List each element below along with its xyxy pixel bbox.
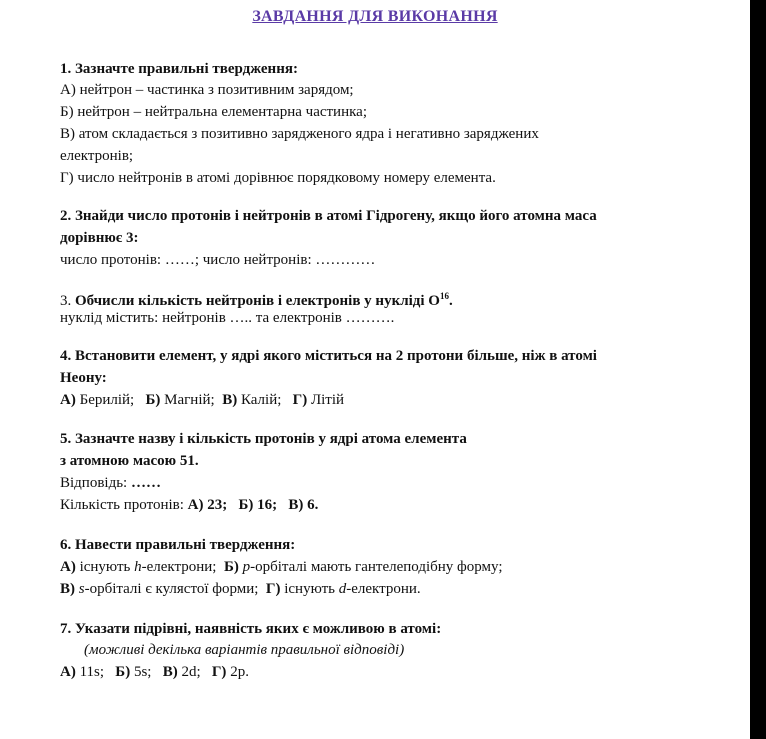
- q6-c-text: -орбіталі є кулястої форми;: [84, 581, 259, 597]
- q2-heading-line2: дорівнює 3:: [60, 230, 139, 246]
- q6-b-letter: Б): [223, 559, 239, 575]
- q4-d-letter: Г): [292, 392, 308, 408]
- q7-d-letter: Г): [211, 664, 227, 680]
- q7-note: (можливі декілька варіантів правильної відповіді): [84, 642, 405, 658]
- q4-b-letter: Б): [145, 392, 161, 408]
- q6-a-letter: А): [60, 559, 76, 575]
- q7-options: [60, 663, 249, 681]
- q6-d-suffix: -електрони.: [346, 581, 421, 597]
- q5-opt-b: Б) 16;: [238, 497, 278, 513]
- q5-heading-line2: з атомною масою 51.: [60, 453, 199, 469]
- q7-a-letter: А): [60, 664, 76, 680]
- q6-d-symbol: d: [338, 581, 347, 597]
- q6-a-suffix: -електрони;: [141, 559, 217, 575]
- q2-answer: число протонів: ……; число нейтронів: …………: [60, 252, 376, 268]
- q6-line1: [60, 558, 503, 576]
- q7-b-letter: Б): [115, 664, 131, 680]
- q4-options: [60, 391, 344, 409]
- q4-heading-line1: 4. Встановити елемент, у ядрі якого міститься на 2 протони більше, ніж в атомі: [60, 348, 597, 364]
- q5-answer-dots: ……: [130, 475, 161, 491]
- q1-option-b: Б) нейтрон – нейтральна елементарна частинка;: [60, 104, 368, 120]
- q4-c-letter: В): [222, 392, 238, 408]
- q6-c-letter: В): [60, 581, 75, 597]
- q7-heading: 7. Указати підрівні, наявність яких є можливою в атомі:: [60, 621, 442, 637]
- q6-b-symbol: р: [242, 559, 251, 575]
- q1-option-c-line1: В) атом складається з позитивно зарядженого ядра і негативно заряджених: [60, 126, 539, 142]
- q5-count-label: Кількість протонів:: [60, 497, 188, 513]
- q6-a-symbol: h: [134, 559, 142, 575]
- q6-a-text: існують: [75, 559, 135, 575]
- q5-opt-c: В) 6.: [288, 497, 319, 513]
- q3-answer: нуклід містить: нейтронів ….. та електронів ……….: [60, 310, 395, 326]
- q7-b-text: 5s;: [130, 664, 152, 680]
- q1-option-d: Г) число нейтронів в атомі дорівнює порядковому номеру елемента.: [60, 170, 496, 186]
- q3-end: .: [448, 293, 453, 309]
- q6-c-symbol: s: [78, 581, 85, 597]
- q6-d-text: існують: [280, 581, 339, 597]
- q3-number: 3.: [60, 293, 75, 309]
- q4-a-letter: А): [60, 392, 76, 408]
- q1-option-a: А) нейтрон – частинка з позитивним зарядом;: [60, 82, 354, 98]
- q4-c-text: Калій;: [237, 392, 282, 408]
- q7-c-letter: В): [162, 664, 178, 680]
- dark-border: [750, 0, 766, 739]
- q1-option-c-line2: електронів;: [60, 148, 134, 164]
- q3-superscript: 16: [439, 291, 449, 301]
- q3-text: Обчисли кількість нейтронів і електронів у нукліді О: [75, 293, 440, 309]
- q3-heading: [60, 287, 453, 310]
- q5-answer: [60, 474, 161, 492]
- page-title: ЗАВДАННЯ ДЛЯ ВИКОНАННЯ: [252, 8, 498, 25]
- q1-heading: 1. Зазначте правильні твердження:: [60, 61, 298, 77]
- q7-c-text: 2d;: [177, 664, 201, 680]
- q5-answer-label: Відповідь:: [60, 475, 131, 491]
- q4-heading-line2: Неону:: [60, 370, 107, 386]
- q6-d-letter: Г): [265, 581, 281, 597]
- q6-line2: [60, 580, 421, 598]
- q4-d-text: Літій: [307, 392, 345, 408]
- q7-d-text: 2р.: [226, 664, 249, 680]
- q6-heading: 6. Навести правильні твердження:: [60, 537, 296, 553]
- q7-a-text: 11s;: [75, 664, 105, 680]
- q2-heading-line1: 2. Знайди число протонів і нейтронів в атомі Гідрогену, якщо його атомна маса: [60, 208, 597, 224]
- q6-b-text: -орбіталі мають гантелеподібну форму;: [250, 559, 503, 575]
- q4-b-text: Магній;: [160, 392, 215, 408]
- q5-proton-options: [60, 496, 318, 514]
- q4-a-text: Берилій;: [75, 392, 135, 408]
- q5-opt-a: А) 23;: [187, 497, 228, 513]
- q5-heading-line1: 5. Зазначте назву і кількість протонів у ядрі атома елемента: [60, 431, 467, 447]
